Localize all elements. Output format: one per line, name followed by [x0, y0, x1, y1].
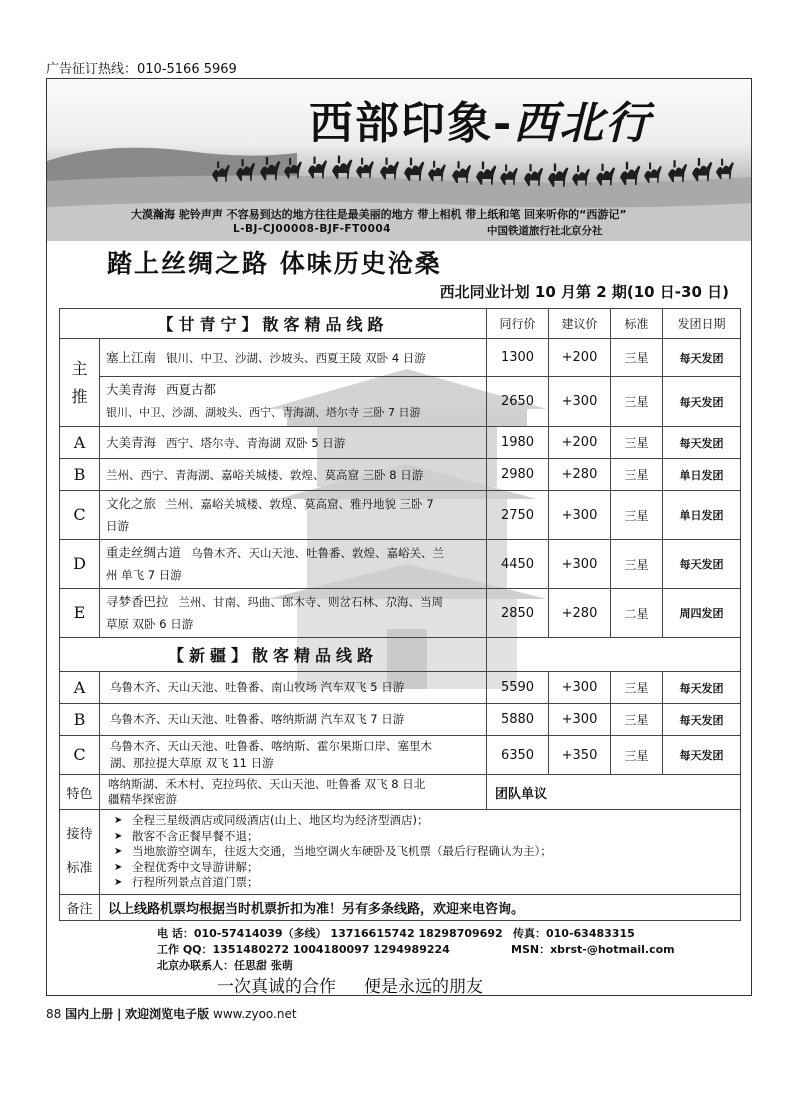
- ad-frame: [46, 78, 752, 996]
- rider-silhouette: [529, 164, 531, 171]
- feature-label: 特色: [60, 775, 100, 810]
- site-url: www.zyoo.net: [213, 1007, 297, 1021]
- camel-silhouette: [308, 160, 327, 178]
- table-row: [60, 377, 741, 427]
- row-label: B: [60, 704, 100, 736]
- suggested-price: +280: [549, 589, 611, 638]
- standards-label: 接待 标准: [60, 810, 100, 895]
- peer-price: 5590: [487, 672, 549, 704]
- suggested-price-header: 建议价: [549, 309, 611, 339]
- suggested-price: +200: [549, 427, 611, 459]
- standard: 三星: [611, 704, 663, 736]
- license-number: L-BJ-CJ00008-BJF-FT0004: [233, 223, 391, 235]
- departure: 单日发团: [663, 459, 741, 491]
- featured-label: 主 推: [60, 339, 100, 427]
- rider-silhouette: [554, 163, 556, 171]
- route-cell: 大美青海 西宁、塔尔寺、青海湖 双卧 5 日游: [100, 427, 487, 459]
- row-label: A: [60, 672, 100, 704]
- table-row: [60, 589, 741, 638]
- rider-silhouette: [217, 161, 219, 168]
- rider-silhouette: [289, 158, 291, 165]
- standard-header: 标准: [611, 309, 663, 339]
- table-row: [60, 339, 741, 377]
- route-cell: 重走丝绸古道 乌鲁木齐、天山天池、吐鲁番、敦煌、嘉峪关、兰 州 单飞 7 日游: [100, 540, 487, 589]
- list-item: ➤ 全程三星级酒店或同级酒店(山上、地区均为经济型酒店)；: [114, 813, 732, 829]
- rider-silhouette: [433, 161, 435, 168]
- peer-price: 5880: [487, 704, 549, 736]
- row-label: B: [60, 459, 100, 491]
- row-label: A: [60, 427, 100, 459]
- peer-price-header: 同行价: [487, 309, 549, 339]
- standard: 三星: [611, 377, 663, 427]
- msn-line: MSN：xbrst-@hotmail.com: [511, 943, 675, 956]
- camel-silhouette: [380, 161, 399, 179]
- standard: 三星: [611, 491, 663, 540]
- table-row: [60, 775, 741, 810]
- rider-silhouette: [649, 163, 651, 170]
- camel-silhouette: [644, 166, 662, 183]
- rider-silhouette: [457, 161, 459, 168]
- route-table: [59, 308, 741, 921]
- standard: 三星: [611, 672, 663, 704]
- row-label: C: [60, 736, 100, 775]
- rider-silhouette: [626, 162, 628, 170]
- departure: 每天发团: [663, 339, 741, 377]
- camel-silhouette: [668, 164, 687, 182]
- page-footer: 88 国内上册 | 欢迎浏览电子版 www.zyoo.net: [46, 1007, 297, 1021]
- departure: 每天发团: [663, 672, 741, 704]
- rider-silhouette: [673, 160, 675, 167]
- row-label: D: [60, 540, 100, 589]
- rider-silhouette: [361, 158, 363, 165]
- table-row: [60, 540, 741, 589]
- rider-silhouette: [385, 158, 387, 165]
- route-cell: 大美青海 西夏古都 银川、中卫、沙湖、湖坡头、西宁、青海湖、塔尔寺 三卧 7 日游: [100, 377, 487, 427]
- peer-price: 2750: [487, 491, 549, 540]
- phone-line: 电 话：010-57414039（多线） 13716615742 18298709692: [157, 927, 503, 940]
- list-item: ➤ 全程优秀中文导游讲解；: [114, 860, 732, 876]
- peer-price: 2980: [487, 459, 549, 491]
- suggested-price: +300: [549, 540, 611, 589]
- suggested-price: +300: [549, 704, 611, 736]
- rider-silhouette: [577, 165, 579, 172]
- standard: 三星: [611, 540, 663, 589]
- camel-silhouette: [716, 162, 734, 179]
- peer-price: 2650: [487, 377, 549, 427]
- standard: 三星: [611, 339, 663, 377]
- list-item: ➤ 行程所列景点首道门票；: [114, 875, 732, 891]
- plan-period: 西北同业计划 10 月第 2 期(10 日-30 日): [439, 283, 729, 301]
- route-cell: 兰州、西宁、青海湖、嘉峪关城楼、敦煌、莫高窟 三卧 8 日游: [100, 459, 487, 491]
- route-cell: 文化之旅 兰州、嘉峪关城楼、敦煌、莫高窟、雅丹地貌 三卧 7 日游: [100, 491, 487, 540]
- departure: 每天发团: [663, 704, 741, 736]
- rider-silhouette: [698, 158, 700, 166]
- departure: 每天发团: [663, 427, 741, 459]
- closing-slogan: 一次真诚的合作 便是永远的朋友: [217, 977, 483, 996]
- rider-silhouette: [266, 157, 268, 165]
- departure: 周四发团: [663, 589, 741, 638]
- standard: 二星: [611, 589, 663, 638]
- group-pricing: 团队单议: [487, 775, 741, 810]
- row-label: C: [60, 491, 100, 540]
- camel-silhouette: [332, 159, 352, 178]
- departure: 单日发团: [663, 491, 741, 540]
- rider-silhouette: [313, 157, 315, 164]
- page-number: 88: [46, 1007, 62, 1021]
- table-row: [60, 459, 741, 491]
- standard: 三星: [611, 736, 663, 775]
- note-text: 以上线路机票均根据当时机票折扣为准！另有多条线路，欢迎来电咨询。: [100, 894, 741, 920]
- route-cell: 乌鲁木齐、天山天池、吐鲁番、喀纳斯湖 汽车双飞 7 日游: [100, 704, 487, 736]
- standards-list: [100, 810, 741, 895]
- rider-silhouette: [601, 164, 603, 171]
- camel-silhouette: [428, 164, 446, 181]
- table-row: [60, 491, 741, 540]
- office-contact: 北京办联系人：任思甜 张萌: [157, 959, 293, 972]
- peer-price: 2850: [487, 589, 549, 638]
- row-label: E: [60, 589, 100, 638]
- standard: 三星: [611, 427, 663, 459]
- peer-price: 1980: [487, 427, 549, 459]
- camel-silhouette: [356, 161, 374, 178]
- table-row: [60, 672, 741, 704]
- route-cell: 塞上江南 银川、中卫、沙湖、沙坡头、西夏王陵 双卧 4 日游: [100, 339, 487, 377]
- section2-title: 【新疆】散客精品线路: [60, 638, 487, 672]
- table-row: [60, 736, 741, 775]
- note-label: 备注: [60, 894, 100, 920]
- rider-silhouette: [338, 155, 340, 163]
- rider-silhouette: [482, 161, 484, 169]
- suggested-price: +300: [549, 491, 611, 540]
- rider-silhouette: [721, 159, 723, 166]
- banner: [47, 79, 752, 241]
- suggested-price: +350: [549, 736, 611, 775]
- ad-hotline: 广告征订热线：010-5166 5969: [46, 62, 237, 77]
- headline-title: 踏上丝绸之路 体味历史沧桑: [107, 249, 442, 278]
- suggested-price: +300: [549, 377, 611, 427]
- rider-silhouette: [241, 159, 243, 166]
- departure: 每天发团: [663, 540, 741, 589]
- qq-line: 工作 QQ：1351480272 1004180097 1294989224: [157, 943, 450, 956]
- route-cell: 乌鲁木齐、天山天池、吐鲁番、喀纳斯、霍尔果斯口岸、塞里木 湖、那拉提大草原 双飞 11 日游: [100, 736, 487, 775]
- rider-silhouette: [505, 164, 507, 171]
- list-item: ➤ 散客不含正餐早餐不退；: [114, 829, 732, 845]
- banner-title: 西部印象-西北行: [309, 98, 652, 149]
- departure-header: 发团日期: [663, 309, 741, 339]
- suggested-price: +200: [549, 339, 611, 377]
- feature-route: 喀纳斯湖、禾木村、克拉玛依、天山天池、吐鲁番 双飞 8 日北 疆精华探密游: [100, 775, 487, 810]
- camel-silhouette: [404, 162, 424, 181]
- camel-silhouette: [692, 162, 712, 181]
- section1-title: 【甘青宁】散客精品线路: [60, 309, 487, 339]
- agency-name: 中国铁道旅行社北京分社: [487, 225, 603, 237]
- camel-silhouette: [452, 165, 471, 183]
- peer-price: 1300: [487, 339, 549, 377]
- suggested-price: +300: [549, 672, 611, 704]
- departure: 每天发团: [663, 377, 741, 427]
- route-cell: 寻梦香巴拉 兰州、甘南、玛曲、郎木寺、则岔石林、尕海、当周 草原 双卧 6 日游: [100, 589, 487, 638]
- suggested-price: +280: [549, 459, 611, 491]
- table-row: [60, 704, 741, 736]
- table-row: [60, 427, 741, 459]
- peer-price: 6350: [487, 736, 549, 775]
- route-cell: 乌鲁木齐、天山天池、吐鲁番、南山牧场 汽车双飞 5 日游: [100, 672, 487, 704]
- banner-slogan: 大漠瀚海 驼铃声声 不容易到达的地方往往是最美丽的地方 带上相机 带上纸和笔 回来听你的“西游记”: [131, 208, 627, 221]
- list-item: ➤ 当地旅游空调车，往返大交通，当地空调火车硬卧及飞机票（最后行程确认为主）；: [114, 844, 732, 860]
- table-row: [60, 894, 741, 920]
- standard: 三星: [611, 459, 663, 491]
- peer-price: 4450: [487, 540, 549, 589]
- departure: 每天发团: [663, 736, 741, 775]
- fax-line: 传真：010-63483315: [513, 927, 635, 940]
- table-row: [60, 810, 741, 895]
- rider-silhouette: [410, 158, 412, 166]
